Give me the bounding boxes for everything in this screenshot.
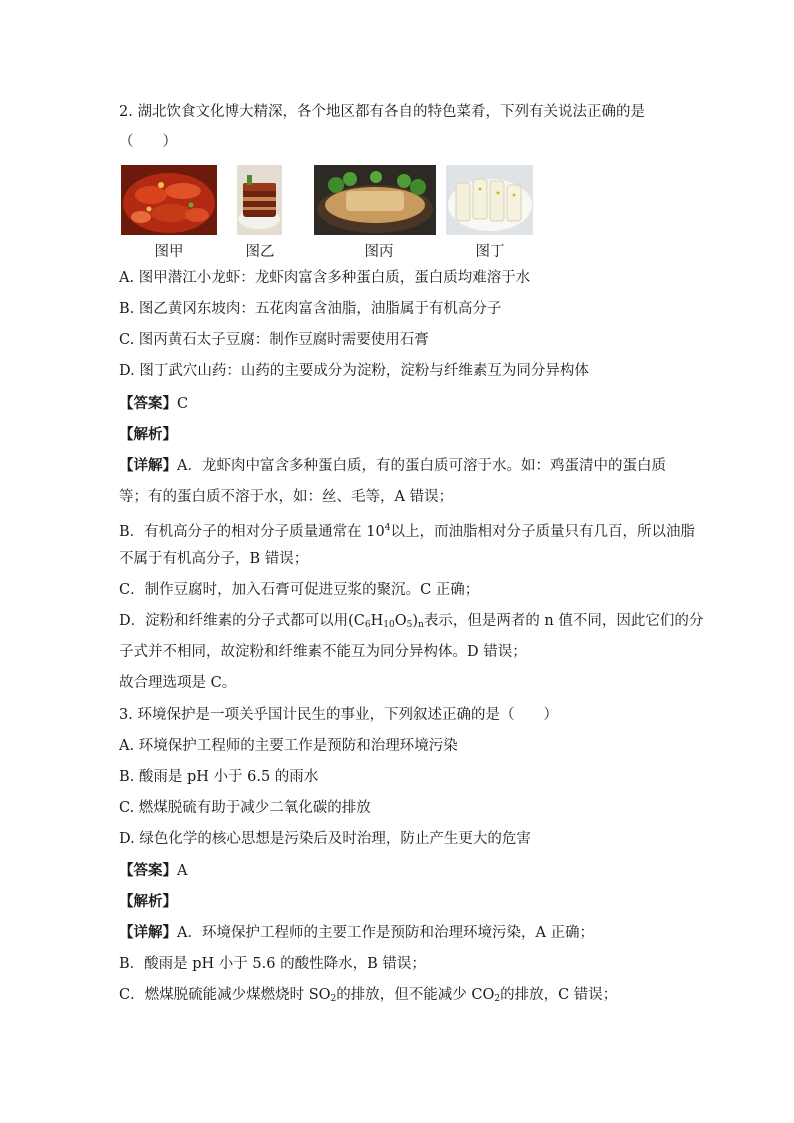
q3-option-b: B. 酸雨是 pH 小于 6.5 的雨水 <box>119 769 319 785</box>
expl-text: A．环境保护工程师的主要工作是预防和治理环境污染，A 正确； <box>177 925 595 941</box>
expl-text: C．燃煤脱硫能减少煤燃烧时 SO <box>119 987 331 1003</box>
q2-option-c: C. 图丙黄石太子豆腐：制作豆腐时需要使用石膏 <box>119 332 429 348</box>
q2-analysis-label: 【解析】 <box>119 426 177 443</box>
q2-option-d: D. 图丁武穴山药：山药的主要成分为淀粉，淀粉与纤维素互为同分异构体 <box>119 363 589 379</box>
detail-label: 【详解】 <box>119 924 177 941</box>
q3-stem: 3. 环境保护是一项关乎国计民生的事业，下列叙述正确的是（ ） <box>119 707 558 723</box>
expl-text: 以上，而油脂相对分子质量只有几百，所以油脂 <box>390 524 695 540</box>
dongpo-pork-image <box>237 165 282 235</box>
expl-text: 的排放，C 错误； <box>500 987 618 1003</box>
q2-option-a: A. 图甲潜江小龙虾：龙虾肉富含多种蛋白质，蛋白质均难溶于水 <box>119 270 531 286</box>
q3-answer <box>119 861 187 881</box>
expl-text: O <box>394 613 407 629</box>
q3-expl-b: B．酸雨是 pH 小于 5.6 的酸性降水，B 错误； <box>119 956 426 972</box>
subscript: 5 <box>406 620 413 630</box>
expl-text: 表示，但是两者的 n 值不同，因此它们的分 <box>423 613 704 629</box>
answer-value: A <box>177 863 188 879</box>
q2-expl-b2: 不属于有机高分子，B 错误； <box>119 551 309 567</box>
q2-expl-d2: 子式并不相同，故淀粉和纤维素不能互为同分异构体。D 错误； <box>119 644 527 660</box>
detail-label: 【详解】 <box>119 457 177 474</box>
subscript: 2 <box>330 994 337 1004</box>
q2-stem: 2. 湖北饮食文化博大精深，各个地区都有各自的特色菜肴，下列有关说法正确的是 <box>119 104 645 120</box>
superscript: 4 <box>384 523 391 533</box>
answer-value: C <box>177 396 189 412</box>
caption-jia: 图甲 <box>154 244 184 260</box>
expl-text: B．有机高分子的相对分子质量通常在 10 <box>119 524 385 540</box>
crayfish-image <box>121 165 217 235</box>
expl-text: H <box>370 613 384 629</box>
answer-label: 【答案】 <box>119 862 177 879</box>
tofu-image <box>314 165 436 235</box>
q2-blank: （ ） <box>119 134 177 150</box>
q2-expl-d1 <box>119 611 703 635</box>
expl-text: D．淀粉和纤维素的分子式都可以用(C <box>119 613 365 629</box>
q3-expl-a <box>119 923 594 943</box>
caption-bing: 图丙 <box>364 244 394 260</box>
q2-expl-a1 <box>119 456 666 476</box>
q3-expl-c <box>119 985 617 1009</box>
yam-image <box>446 165 533 235</box>
expl-text: 的排放，但不能减少 CO <box>336 987 495 1003</box>
q3-analysis-label: 【解析】 <box>119 893 177 910</box>
q3-option-d: D. 绿色化学的核心思想是污染后及时治理，防止产生更大的危害 <box>119 831 531 847</box>
q2-expl-b1 <box>119 518 695 542</box>
q2-answer <box>119 394 188 414</box>
answer-label: 【答案】 <box>119 395 177 412</box>
q2-expl-c: C．制作豆腐时，加入石膏可促进豆浆的聚沉。C 正确； <box>119 582 480 598</box>
q2-conclusion: 故合理选项是 C。 <box>119 675 237 691</box>
expl-text: ) <box>412 613 419 629</box>
subscript: 2 <box>494 994 501 1004</box>
q2-option-b: B. 图乙黄冈东坡肉：五花肉富含油脂，油脂属于有机高分子 <box>119 301 502 317</box>
caption-yi: 图乙 <box>245 244 275 260</box>
q3-option-c: C. 燃煤脱硫有助于减少二氧化碳的排放 <box>119 800 371 816</box>
q3-option-a: A. 环境保护工程师的主要工作是预防和治理环境污染 <box>119 738 458 754</box>
q2-expl-a2: 等；有的蛋白质不溶于水，如：丝、毛等，A 错误； <box>119 489 454 505</box>
subscript: 6 <box>364 620 371 630</box>
expl-text: A．龙虾肉中富含多种蛋白质，有的蛋白质可溶于水。如：鸡蛋清中的蛋白质 <box>177 458 666 474</box>
subscript: 10 <box>383 620 395 630</box>
subscript: n <box>418 620 424 630</box>
caption-ding: 图丁 <box>475 244 505 260</box>
